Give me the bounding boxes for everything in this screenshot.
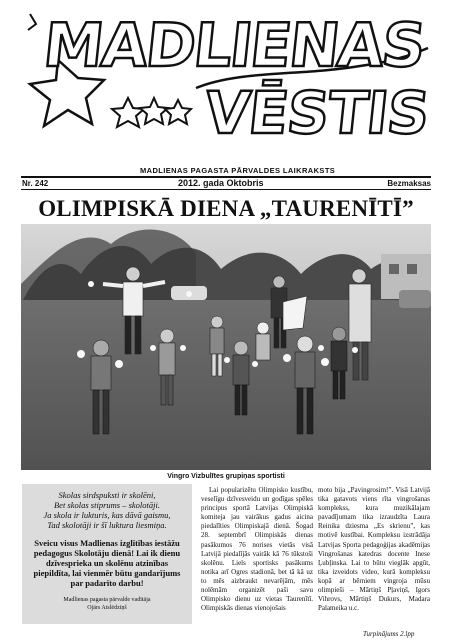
star-icon-3 bbox=[165, 100, 191, 124]
signature bbox=[22, 596, 192, 612]
photo-caption: Vingro Vizbulītes grupiņas sportisti bbox=[167, 473, 285, 480]
poem-line: Bet skolas stiprums – skolotāji. bbox=[53, 500, 160, 510]
issue-date: 2012. gada Oktobris bbox=[178, 178, 264, 188]
star-icon-1 bbox=[112, 98, 144, 127]
continued-link[interactable]: Turpinājums 2.lpp bbox=[363, 630, 415, 638]
issue-price: Bezmaksas bbox=[387, 179, 431, 188]
masthead bbox=[0, 0, 453, 160]
publisher-line: MADLIENAS PAGASTA PĀRVALDES LAIKRAKSTS bbox=[140, 166, 336, 175]
photo-illustration bbox=[21, 224, 431, 470]
poem bbox=[22, 490, 192, 530]
teachers-day-greeting: Sveicu visus Madlienas izglītības iestāžu pedagogus Skolotāju dienā! Lai ik dienu dzīvesprieka un skolēnu atzinības piepildīta, lai vienmēr būtu gandarījums par padarīto darbu! bbox=[33, 538, 181, 588]
article-photo bbox=[21, 224, 431, 470]
masthead-title-line-1: MADLIENAS bbox=[40, 11, 428, 81]
signature-role: Madlienas pagasta pārvalde vadītāja bbox=[63, 597, 151, 603]
star-icon-2 bbox=[140, 98, 168, 124]
signature-name: Ojārs Atslēdziņš bbox=[87, 605, 127, 611]
poem-line: Skolas sirdspuksti ir skolēni, bbox=[58, 490, 156, 500]
poem-line: Tad skolotāji ir šī luktura liesmiņa. bbox=[47, 520, 167, 530]
masthead-title-line-2: VĒSTIS bbox=[201, 79, 432, 147]
header-rule-bottom bbox=[21, 189, 431, 190]
article-column-2: moto bija „Pavingrosim!”. Visā Latvijā tika gatavots viens rīta vingrošanas komplekss, kura muzikālajam pavadījumam tika izraudzīta Laura Reinika dziesma „Es skrienu”, kas motivē kustībai. Kompleksu izstrādāja Latvijas Sporta pedagoģijas akadēmijas Vingrošanas katedras docente Inese Ļubļinska. Lai to būtu vieglāk apgūt, tika izveidots video, kurā kompleksu kopā ar bērniem vingroja mūsu olimpieši – Mārtiņš Pļaviņš, Igors Vihrovs, Mārtiņš Dukurs, Madara Palameika u.c. bbox=[318, 486, 430, 613]
headline: OLIMPISKĀ DIENA „TAURENĪTĪ” bbox=[38, 196, 414, 221]
teachers-day-box bbox=[22, 484, 192, 624]
issue-number: Nr. 242 bbox=[22, 179, 49, 188]
article-column-1: Lai popularizētu Olimpisko kustību, veselīgu dzīvesveidu un godīgas spēles principus sportā Latvijas Olimpiskā komiteja jau vairākus gadus aicina piedalīties Olimpiskajā dienā. Šogad 28. septembrī Olimpiskās dienas pasākumos 76 norises vietās visā Latvijā piedalījās vairāk kā 76 tūkstoši skolēnu. Liels sportisks pasākums notika arī Ogres stadionā, bet tā kā uz to mēs aizbraukt nevarējām, mēs nolēmām organizēt paši savu Olimpisko dienu uz vietas Taurenītī. Olimpiskās dienas vienojošais bbox=[201, 486, 313, 613]
poem-line: Ja skola ir lukturis, kas dāvā gaismu, bbox=[43, 510, 171, 520]
